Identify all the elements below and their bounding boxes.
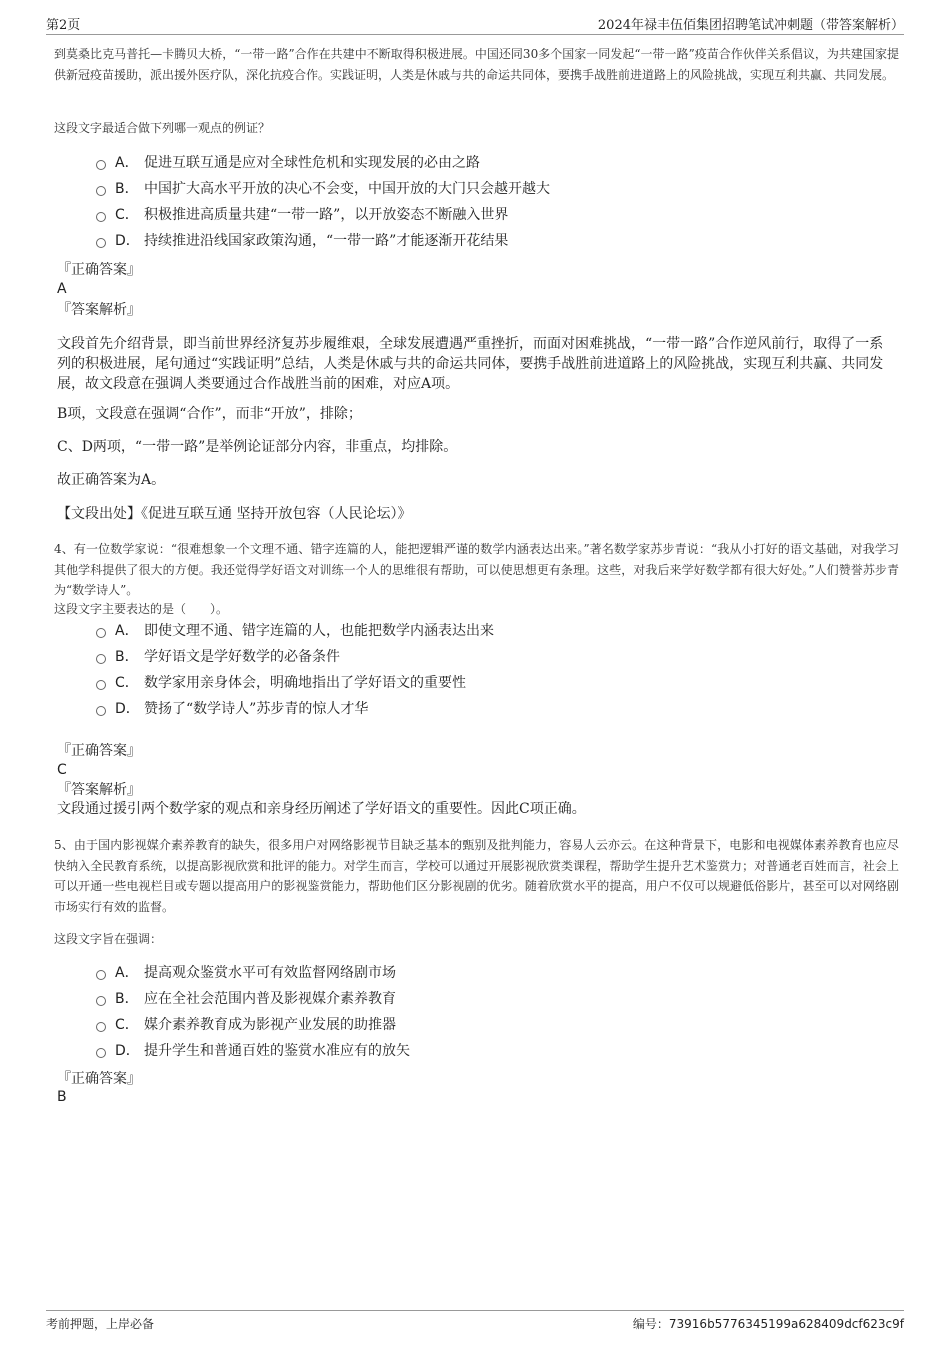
q4-option-b[interactable]: B． 学好语文是学好数学的必备条件 bbox=[96, 647, 856, 673]
radio-button[interactable] bbox=[96, 970, 106, 980]
q3-analysis-p3: C、D两项，“一带一路”是举例论证部分内容，非重点，均排除。 bbox=[57, 439, 458, 455]
q3-analysis-label: 『答案解析』 bbox=[57, 302, 141, 318]
q5-option-b[interactable]: B． 应在全社会范围内普及影视媒介素养教育 bbox=[96, 989, 856, 1015]
q5-answer-label: 『正确答案』 bbox=[57, 1071, 141, 1087]
q4-option-c[interactable]: C． 数学家用亲身体会，明确地指出了学好语文的重要性 bbox=[96, 673, 856, 699]
page-header bbox=[46, 12, 904, 35]
q3-option-c[interactable]: C． 积极推进高质量共建“一带一路”，以开放姿态不断融入世界 bbox=[96, 205, 856, 231]
q5-passage: 5、由于国内影视媒介素养教育的缺失，很多用户对网络影视节目缺乏基本的甄别及批判能力，容易人云亦云。在这种背景下，电影和电视媒体素养教育也应尽快纳入全民教育系统，以提高影视欣赏和批评的能力。对学生而言，学校可以通过开展影视欣赏类课程，帮助学生提升艺术鉴赏力；对普通老百姓而言，社会上可以开通一些电视栏目或专题以提高用户的影视鉴赏能力，帮助他们区分影视剧的优劣。随着欣赏水平的提高，用户不仅可以规避低俗影片，甚至可以对网络剧市场实行有效的监督。 bbox=[54, 838, 899, 914]
document-code: 编号：73916b5776345199a628409dcf623c9f bbox=[632, 1317, 904, 1331]
q4-answer: C bbox=[57, 762, 67, 778]
radio-button[interactable] bbox=[96, 706, 106, 716]
q3-answer-label: 『正确答案』 bbox=[57, 262, 141, 278]
q5-option-a[interactable]: A． 提高观众鉴赏水平可有效监督网络剧市场 bbox=[96, 963, 856, 989]
footer-slogan: 考前押题，上岸必备 bbox=[46, 1317, 155, 1331]
q3-analysis-p2: B项，文段意在强调“合作”，而非“开放”，排除； bbox=[57, 406, 362, 422]
q5-stem: 这段文字旨在强调： bbox=[54, 932, 163, 946]
radio-button[interactable] bbox=[96, 212, 106, 222]
radio-button[interactable] bbox=[96, 238, 106, 248]
q4-passage: 4、有一位数学家说：“很难想象一个文理不通、错字连篇的人，能把逻辑严谨的数学内涵表达出来。”著名数学家苏步青说：“我从小打好的语文基础，对我学习其他学科提供了很大的方便。我还觉得学好语文对训练一个人的思维很有帮助，可以使思想更有条理。这些，对我后来学好数学都有很大好处。”人们赞誉苏步青为“数学诗人”。 bbox=[54, 542, 899, 597]
radio-button[interactable] bbox=[96, 680, 106, 690]
q3-stem: 这段文字最适合做下列哪一观点的例证？ bbox=[54, 121, 271, 135]
radio-button[interactable] bbox=[96, 186, 106, 196]
q4-option-d[interactable]: D． 赞扬了“数学诗人”苏步青的惊人才华 bbox=[96, 699, 856, 725]
q4-option-a[interactable]: A． 即使文理不通、错字连篇的人，也能把数学内涵表达出来 bbox=[96, 621, 856, 647]
q3-option-b[interactable]: B． 中国扩大高水平开放的决心不会变，中国开放的大门只会越开越大 bbox=[96, 179, 856, 205]
radio-button[interactable] bbox=[96, 654, 106, 664]
q5-option-d[interactable]: D． 提升学生和普通百姓的鉴赏水准应有的放矢 bbox=[96, 1041, 856, 1067]
radio-button[interactable] bbox=[96, 628, 106, 638]
page-footer bbox=[46, 1310, 904, 1335]
radio-button[interactable] bbox=[96, 1022, 106, 1032]
q3-analysis-p4: 故正确答案为A。 bbox=[57, 472, 166, 488]
q5-options bbox=[96, 963, 856, 1067]
q3-option-d[interactable]: D． 持续推进沿线国家政策沟通，“一带一路”才能逐渐开花结果 bbox=[96, 231, 856, 257]
q4-analysis-label: 『答案解析』 bbox=[57, 782, 141, 798]
q4-stem: 这段文字主要表达的是（ ）。 bbox=[54, 602, 229, 616]
q3-analysis-p1: 文段首先介绍背景，即当前世界经济复苏步履维艰，全球发展遭遇严重挫折，而面对困难挑战，“一带一路”合作逆风前行，取得了一系列的积极进展，尾句通过“实践证明”总结，人类是休戚与共的命运共同体，要携手战胜前进道路上的风险挑战，实现互利共赢、共同发展，故文段意在强调人类要通过合作战胜当前的困难，对应A项。 bbox=[57, 336, 884, 392]
q5-answer: B bbox=[57, 1089, 67, 1105]
q4-answer-label: 『正确答案』 bbox=[57, 743, 141, 759]
q3-answer: A bbox=[57, 281, 67, 297]
radio-button[interactable] bbox=[96, 996, 106, 1006]
q4-options bbox=[96, 621, 856, 725]
q5-option-c[interactable]: C． 媒介素养教育成为影视产业发展的助推器 bbox=[96, 1015, 856, 1041]
document-title: 2024年禄丰伍佰集团招聘笔试冲刺题（带答案解析） bbox=[597, 18, 904, 33]
radio-button[interactable] bbox=[96, 160, 106, 170]
q3-option-a[interactable]: A． 促进互联互通是应对全球性危机和实现发展的必由之路 bbox=[96, 153, 856, 179]
q3-source: 【文段出处】《促进互联互通 坚持开放包容（人民论坛）》 bbox=[57, 506, 412, 522]
page-number: 第2页 bbox=[46, 18, 81, 33]
q3-passage: 到莫桑比克马普托—卡腾贝大桥，“一带一路”合作在共建中不断取得积极进展。中国还同30多个国家一同发起“一带一路”疫苗合作伙伴关系倡议，为共建国家提供新冠疫苗援助，派出援外医疗队，深化抗疫合作。实践证明，人类是休戚与共的命运共同体，要携手战胜前进道路上的风险挑战，实现互利共赢、共同发展。 bbox=[54, 47, 899, 82]
q4-analysis: 文段通过援引两个数学家的观点和亲身经历阐述了学好语文的重要性。因此C项正确。 bbox=[57, 801, 586, 817]
q3-options bbox=[96, 153, 856, 257]
radio-button[interactable] bbox=[96, 1048, 106, 1058]
